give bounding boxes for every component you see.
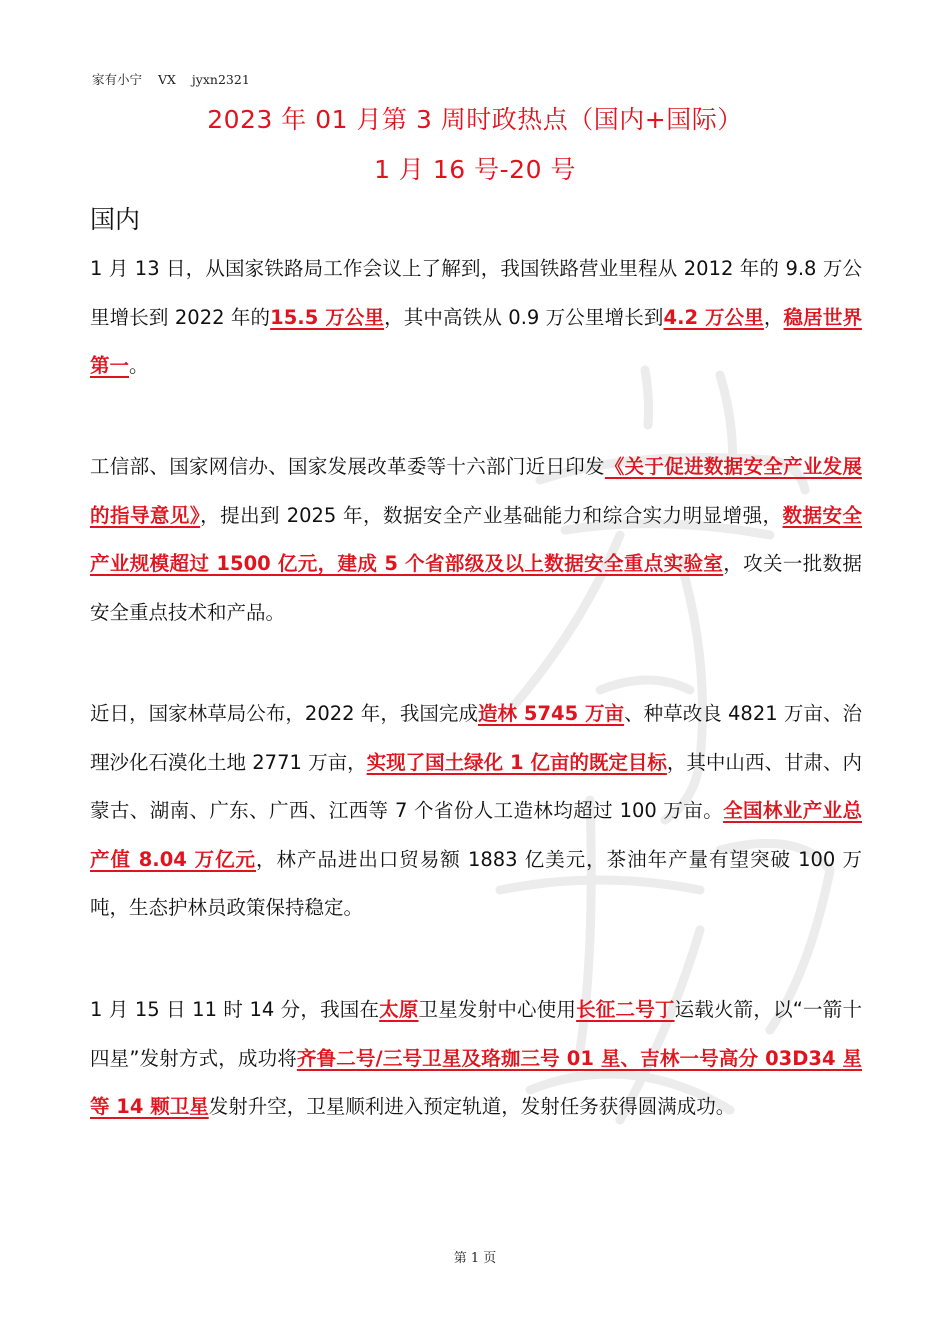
highlight-run: 稳居世界第一	[90, 305, 862, 377]
page-number-footer: 第 1 页	[453, 1251, 497, 1266]
highlight-run: 数据安全产业规模超过 1500 亿元，建成 5 个省部级及以上数据安全重点实验室	[90, 503, 862, 575]
highlight-run: 齐鲁二号/三号卫星及珞珈三号 01 星、吉林一号高分 03D34 星等 14 颗卫星	[90, 1046, 863, 1118]
text-run: ，提出到 2025 年，数据安全产业基础能力和综合实力明显增强，	[200, 503, 783, 527]
highlight-run: 造林 5745 万亩	[478, 702, 625, 725]
header-author: 家有小宁	[92, 72, 143, 87]
text-run: 发射升空，卫星顺利进入预定轨道，发射任务获得圆满成功。	[208, 1095, 736, 1118]
text-run: 卫星发射中心使用	[418, 998, 577, 1021]
highlight-run: 长征二号丁	[576, 998, 675, 1021]
header-wechat-label: VX	[158, 72, 176, 87]
highlight-run: 4.2 万公里	[663, 305, 764, 329]
highlight-run: 太原	[379, 998, 419, 1021]
text-run: 运载火箭，以“一箭十四星”发射方式，成功将	[90, 998, 862, 1070]
text-run: 工信部、国家网信办、国家发展改革委等十六部门近日印发	[90, 455, 605, 478]
page-subtitle-date-range: 1 月 16 号-20 号	[374, 155, 576, 184]
highlight-run: 全国林业产业总产值 8.04 万亿元	[90, 799, 862, 871]
text-run: 、种草改良 4821 万亩、治理沙化石漠化土地 2771 万亩，	[90, 702, 862, 774]
text-run: ，其中高铁从 0.9 万公里增长到	[384, 305, 664, 329]
text-run: 。	[129, 354, 149, 377]
text-run: ，其中山西、甘肃、内蒙古、湖南、广东、广西、江西等 7 个省份人工造林均超过 100 万亩。	[90, 750, 862, 822]
header-note	[92, 70, 250, 88]
news-paragraph-forestry	[90, 690, 862, 933]
text-run: 近日，国家林草局公布，2022 年，我国完成	[90, 702, 479, 725]
text-run: ，	[763, 305, 784, 329]
header-wechat-id: jyxn2321	[191, 72, 250, 87]
highlight-run: 实现了国土绿化 1 亿亩的既定目标	[366, 750, 667, 774]
text-run: 1 月 13 日，从国家铁路局工作会议上了解到，我国铁路营业里程从 2012 年的 9.8 万公里增长到 2022 年的	[90, 257, 862, 329]
highlight-run: 15.5 万公里	[270, 305, 385, 329]
news-paragraph-data-security	[90, 443, 862, 637]
news-paragraph-railway	[90, 245, 862, 391]
text-run: 1 月 15 日 11 时 14 分，我国在	[90, 998, 380, 1021]
section-heading-domestic: 国内	[90, 205, 141, 234]
news-paragraph-satellite-launch	[90, 986, 862, 1132]
highlight-run: 《关于促进数据安全产业发展的指导意见》	[90, 455, 862, 527]
page-title: 2023 年 01 月第 3 周时政热点（国内+国际）	[207, 105, 743, 134]
text-run: ，林产品进出口贸易额 1883 亿美元，茶油年产量有望突破 100 万吨，生态护林员政策保持稳定。	[90, 847, 863, 919]
text-run: ，攻关一批数据安全重点技术和产品。	[90, 552, 862, 624]
